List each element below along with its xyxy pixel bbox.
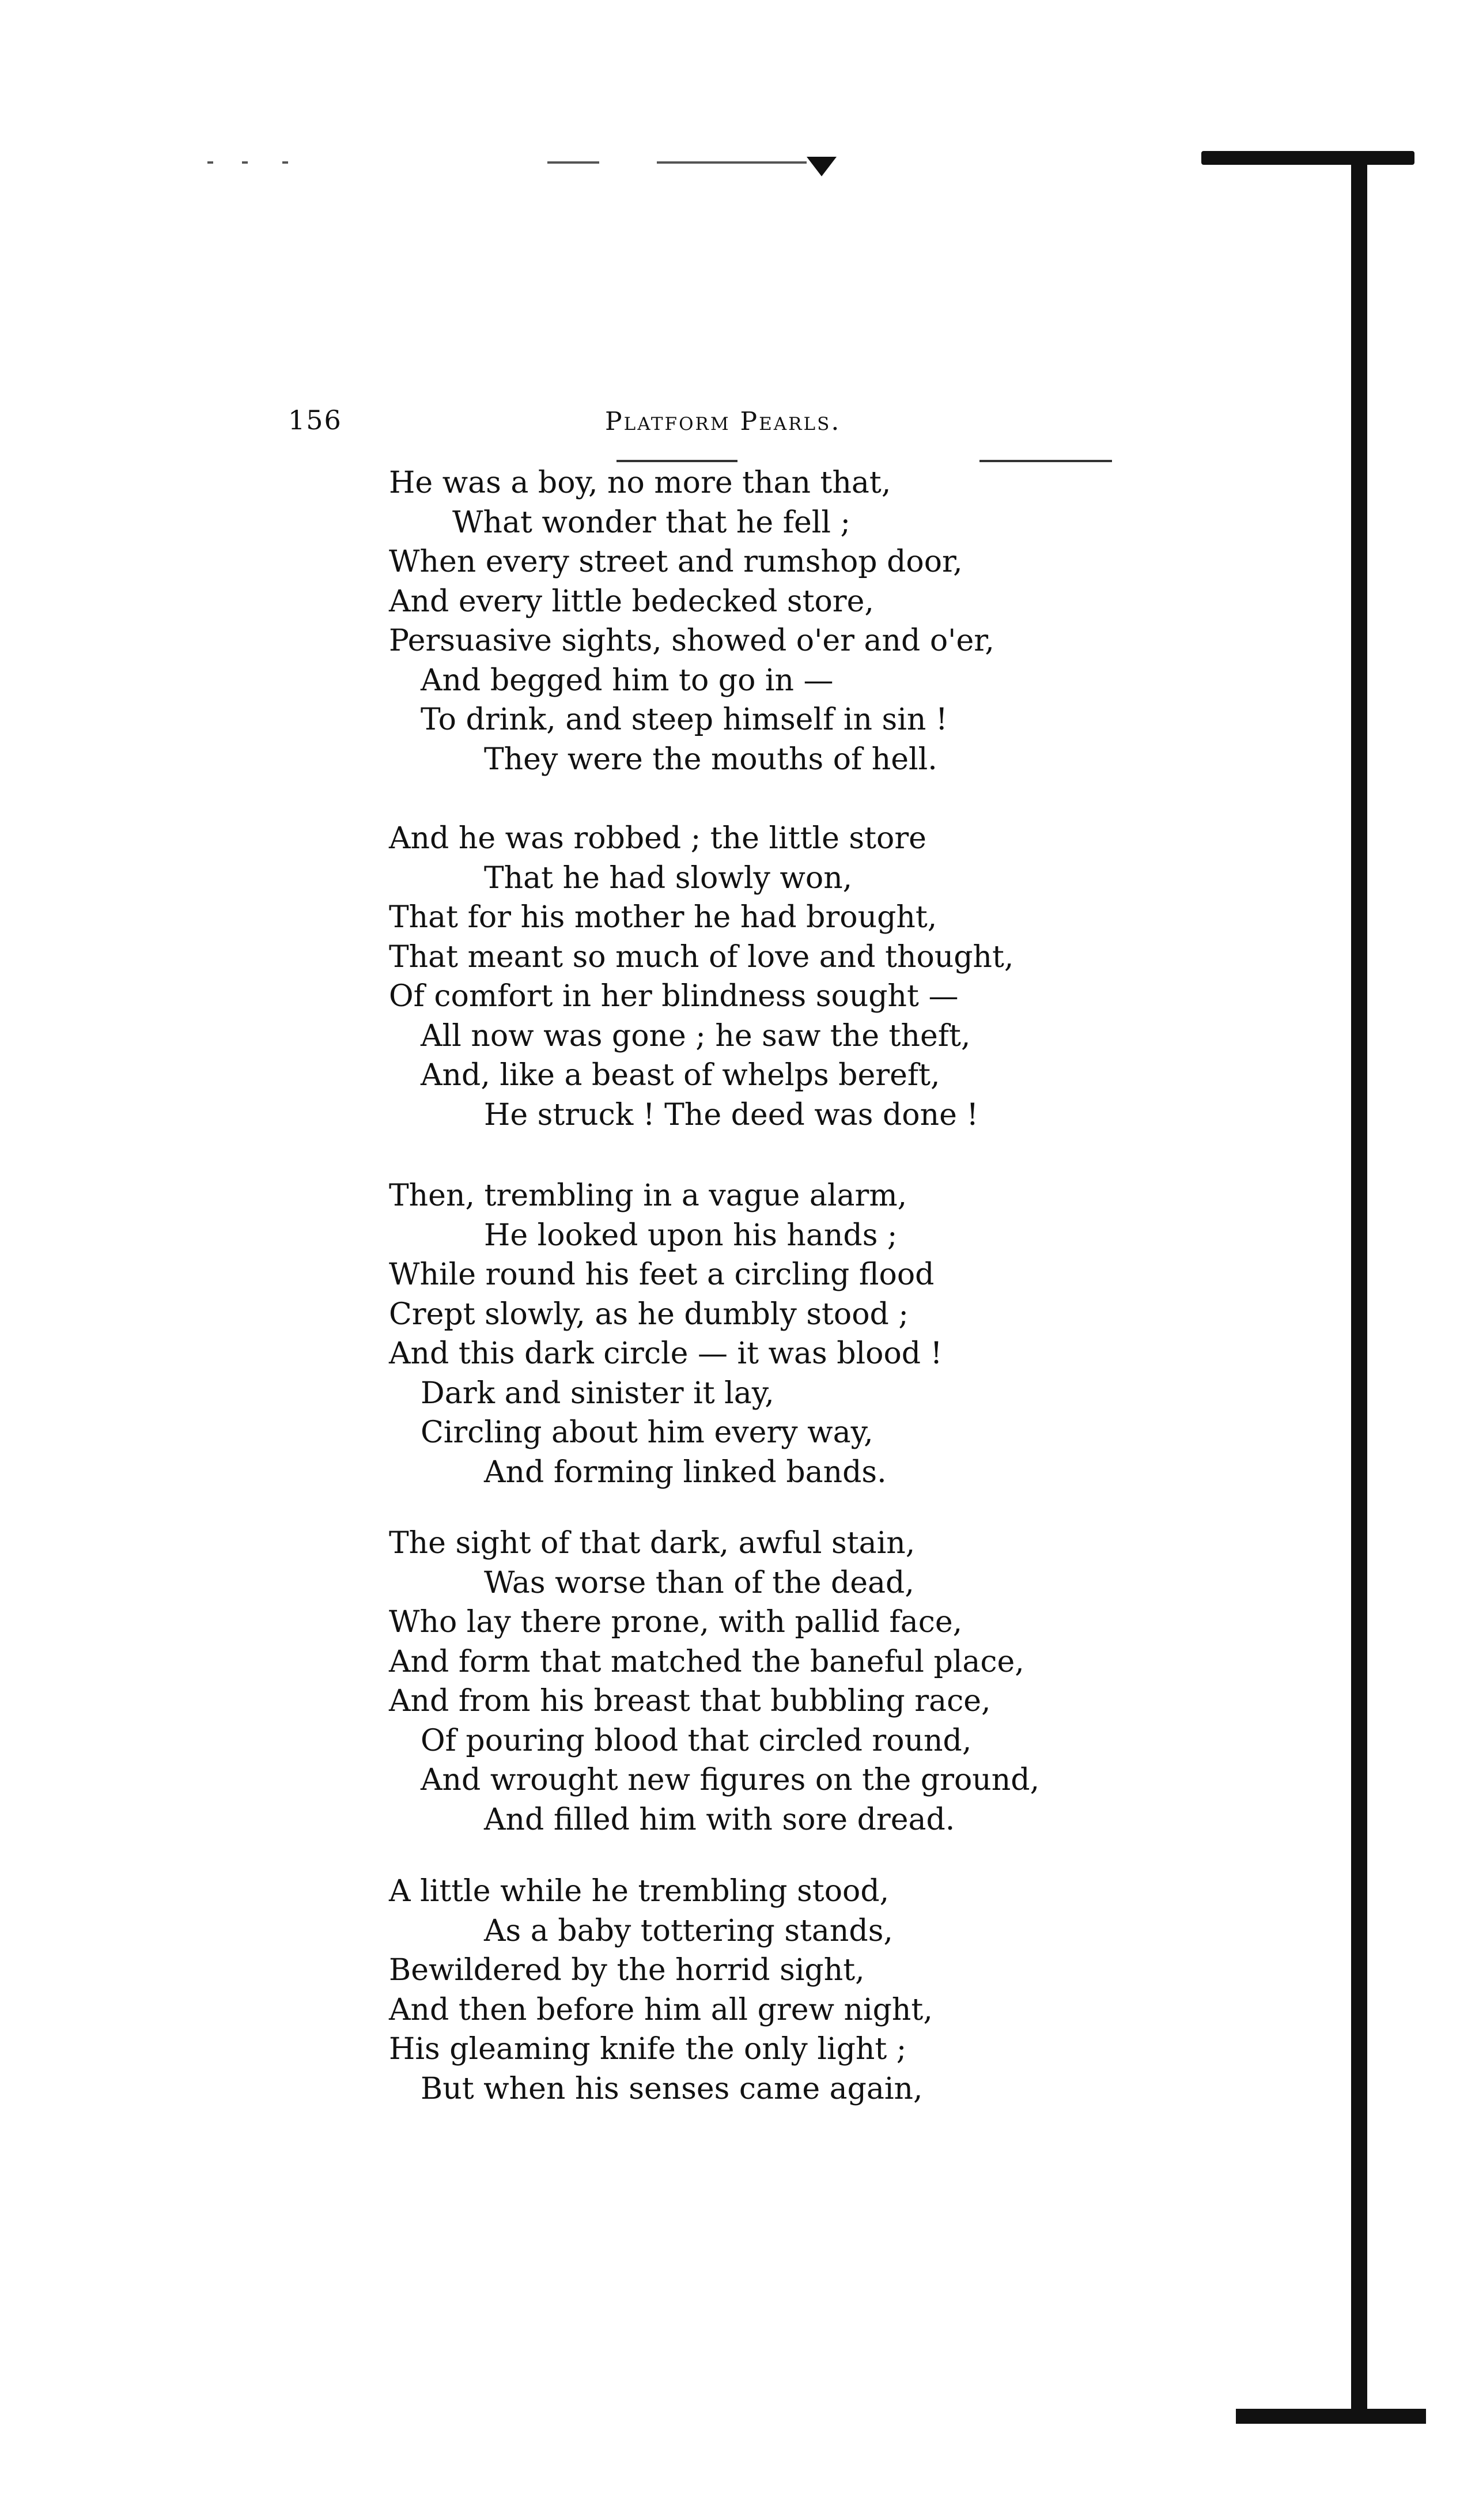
poem-line: That meant so much of love and thought, [389, 939, 1014, 974]
poem-line: But when his senses came again, [421, 2071, 923, 2106]
poem-line: And this dark circle — it was blood ! [389, 1336, 943, 1371]
running-title: Platform Pearls. [605, 407, 841, 436]
poem-line: While round his feet a circling flood [389, 1257, 935, 1292]
poem-line: They were the mouths of hell. [484, 742, 937, 777]
poem-line: Crept slowly, as he dumbly stood ; [389, 1297, 909, 1332]
poem-line: And begged him to go in — [421, 663, 834, 698]
poem-line: That he had slowly won, [484, 860, 853, 896]
poem-line: Bewildered by the horrid sight, [389, 1953, 865, 1988]
poem-line: And, like a beast of whelps bereft, [421, 1058, 940, 1093]
poem-line: When every street and rumshop door, [389, 545, 963, 579]
poem-line: What wonder that he fell ; [452, 505, 851, 540]
poem-line: And then before him all grew night, [389, 1992, 933, 2027]
poem-line: And from his breast that bubbling race, [389, 1684, 991, 1718]
poem-line: His gleaming knife the only light ; [389, 2032, 907, 2066]
poem-line: And form that matched the baneful place, [389, 1644, 1024, 1679]
poem-line: And he was robbed ; the little store [389, 821, 926, 856]
poem-line: And forming linked bands. [484, 1454, 887, 1490]
page-number: 156 [288, 405, 342, 436]
poem-line: The sight of that dark, awful stain, [389, 1526, 916, 1561]
poem-line: And wrought new figures on the ground, [421, 1763, 1040, 1797]
poem-line: Was worse than of the dead, [484, 1565, 914, 1600]
poem-line: Of comfort in her blindness sought — [389, 979, 959, 1014]
poem-line: Dark and sinister it lay, [421, 1376, 774, 1411]
poem-line: Then, trembling in a vague alarm, [389, 1178, 907, 1213]
poem-line: A little while he trembling stood, [389, 1874, 890, 1909]
poem-line: As a baby tottering stands, [484, 1913, 893, 1948]
poem-line: All now was gone ; he saw the theft, [421, 1018, 971, 1053]
poem-line: He was a boy, no more than that, [389, 466, 891, 500]
poem-line: That for his mother he had brought, [389, 900, 937, 935]
poem-line: And filled him with sore dread. [484, 1802, 955, 1837]
poem-line: And every little bedecked store, [389, 584, 874, 619]
poem-line: He looked upon his hands ; [484, 1218, 898, 1253]
poem-line: Who lay there prone, with pallid face, [389, 1605, 963, 1639]
poem-line: To drink, and steep himself in sin ! [421, 702, 948, 737]
poem-line: He struck ! The deed was done ! [484, 1097, 979, 1132]
poem-line: Persuasive sights, showed o'er and o'er, [389, 624, 994, 658]
poem-line: Circling about him every way, [421, 1415, 873, 1450]
poem-line: Of pouring blood that circled round, [421, 1723, 972, 1758]
